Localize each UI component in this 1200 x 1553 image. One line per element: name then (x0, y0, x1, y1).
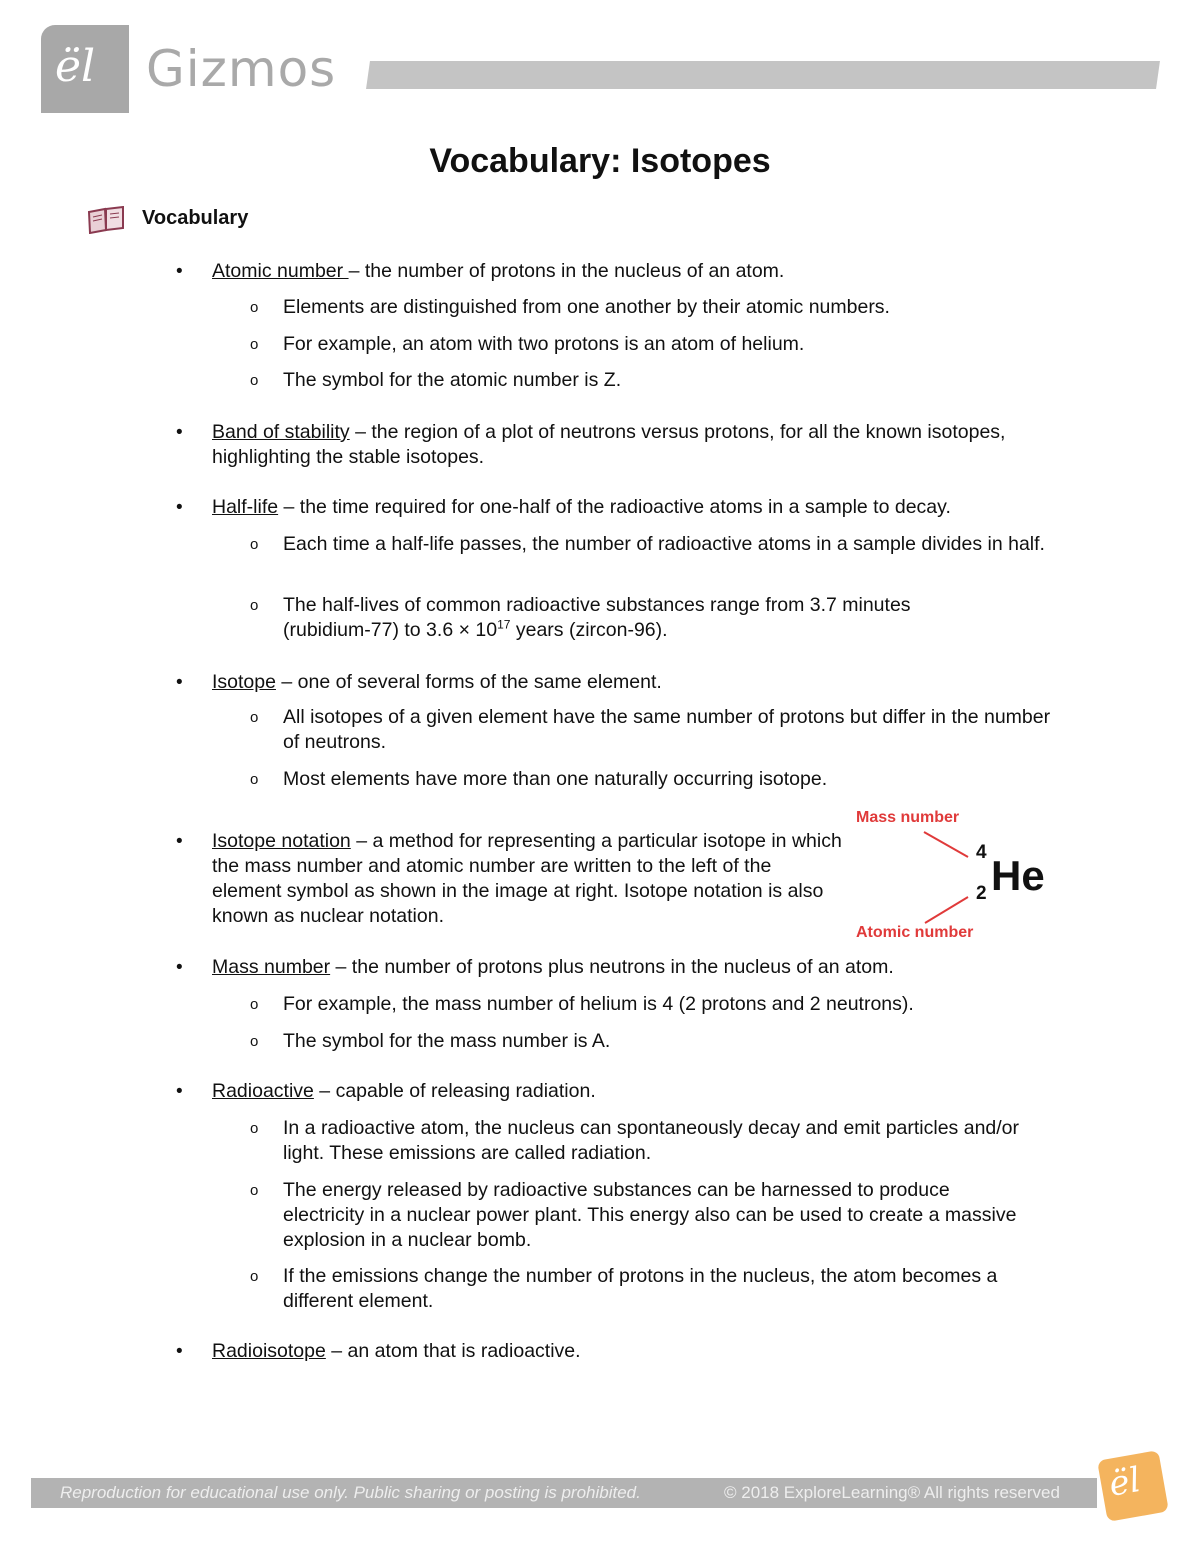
vocab-item-mass-number (212, 955, 1062, 980)
term: Atomic number (212, 260, 349, 282)
sub-item: o For example, an atom with two protons is an atom of helium. (283, 332, 1068, 357)
term: Band of stability (212, 421, 350, 443)
sub-item: o In a radioactive atom, the nucleus can spontaneously decay and emit particles and/or light. These emissions are called radiation. (283, 1116, 1043, 1166)
definition: – a method for representing a particular isotope in which the mass number and atomic number are written to the left of the element symbol as shown in the image at right. Isotope notation is also known as nuclear notation. (212, 830, 842, 927)
term: Isotope notation (212, 830, 351, 852)
vocab-item-radioisotope (212, 1339, 1062, 1364)
definition: – one of several forms of the same element. (275, 671, 662, 693)
sub-item (283, 593, 1003, 643)
header-bar (366, 61, 1160, 89)
definition: – an atom that is radioactive. (325, 1340, 581, 1362)
brand-name: Gizmos (146, 40, 337, 98)
definition: – capable of releasing radiation. (313, 1080, 596, 1102)
footer-logo (1097, 1450, 1169, 1522)
vocab-item-atomic-number (212, 259, 1062, 284)
term: Isotope (212, 671, 276, 693)
sub-item: o The symbol for the mass number is A. (283, 1029, 1068, 1054)
vocab-item-isotope (212, 670, 1062, 695)
sub-item: o If the emissions change the number of protons in the nucleus, the atom becomes a different element. (283, 1264, 1068, 1314)
explorelearning-logo (41, 25, 129, 113)
term: Radioisotope (212, 1340, 326, 1362)
definition: – the number of protons plus neutrons in the nucleus of an atom. (330, 956, 894, 978)
mass-number: 4 (976, 842, 987, 863)
footer-logo-mark: ël (1106, 1459, 1144, 1505)
vocab-item-isotope-notation (212, 829, 842, 929)
vocab-item-half-life (212, 495, 1062, 520)
sub-item: o The energy released by radioactive substances can be harnessed to produce electricity in a nuclear power plant. This energy also can be used to create a massive explosion in a nuclear bomb. (283, 1178, 1033, 1253)
vocab-item-band-of-stability (212, 420, 1032, 470)
definition: – the region of a plot of neutrons versus protons, for all the known isotopes, highlighting the stable isotopes. (212, 421, 1006, 468)
section-heading: Vocabulary (142, 207, 249, 229)
exponent: 17 (497, 617, 511, 632)
book-icon (86, 206, 126, 234)
mass-number-label: Mass number (856, 809, 960, 826)
term: Mass number (212, 956, 331, 978)
text: years (zircon-96). (510, 619, 668, 641)
element-symbol: He (991, 852, 1045, 899)
definition: – the number of protons in the nucleus of an atom. (348, 260, 785, 282)
footer-copyright: © 2018 ExploreLearning® All rights reserved (724, 1483, 1060, 1502)
logo-mark: ël (55, 41, 96, 92)
definition: – the time required for one-half of the radioactive atoms in a sample to decay. (278, 496, 951, 518)
footer-notice: Reproduction for educational use only. Public sharing or posting is prohibited. (60, 1483, 641, 1502)
sub-item: o Elements are distinguished from one another by their atomic numbers. (283, 295, 1068, 320)
text: The half-lives of common radioactive substances range from 3.7 minutes (rubidium-77) to 3.6 × 10 (283, 594, 911, 641)
term: Radioactive (212, 1080, 314, 1102)
atomic-number: 2 (976, 883, 987, 904)
sub-item: o Each time a half-life passes, the number of radioactive atoms in a sample divides in half. (283, 532, 1068, 557)
sub-item: o Most elements have more than one naturally occurring isotope. (283, 767, 1068, 792)
sub-item: o For example, the mass number of helium is 4 (2 protons and 2 neutrons). (283, 992, 1068, 1017)
term: Half-life (212, 496, 279, 518)
vocab-item-radioactive (212, 1079, 1062, 1104)
sub-item: o All isotopes of a given element have the same number of protons but differ in the number of neutrons. (283, 705, 1068, 755)
page-title: Vocabulary: Isotopes (429, 142, 771, 180)
atomic-number-label: Atomic number (856, 924, 974, 941)
isotope-notation-diagram (850, 805, 1060, 950)
sub-item: o The symbol for the atomic number is Z. (283, 368, 1068, 393)
